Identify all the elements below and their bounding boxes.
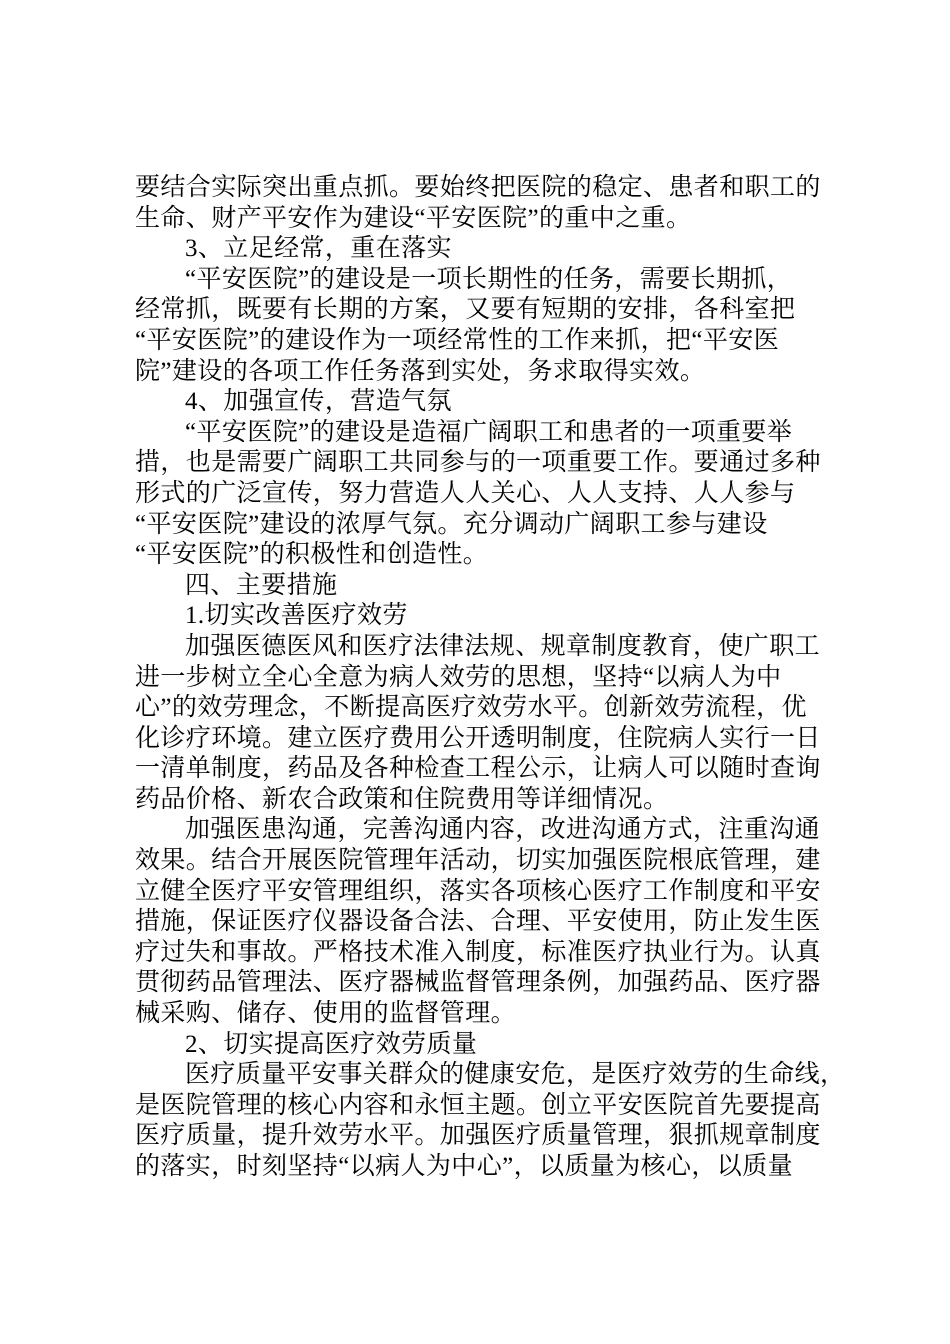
paragraph-first-line: 加强医患沟通，完善沟通内容，改进沟通方式，注重沟通 — [185, 816, 821, 844]
body-line: 生命、财产平安作为建设“平安医院”的重中之重。 — [135, 204, 692, 232]
body-line: 化诊疗环境。建立医疗费用公开透明制度，住院病人实行一日 — [135, 724, 821, 752]
body-line: 要结合实际突出重点抓。要始终把医院的稳定、患者和职工的 — [135, 174, 821, 201]
body-line: 心”的效劳理念，不断提高医疗效劳水平。创新效劳流程，优 — [135, 694, 807, 722]
body-line: 贯彻药品管理法、医疗器械监督管理条例，加强药品、医疗器 — [135, 969, 821, 997]
body-line: 形式的广泛宣传，努力营造人人关心、人人支持、人人参与 — [135, 479, 796, 507]
body-line: 医疗质量，提升效劳水平。加强医疗质量管理，狠抓规章制度 — [135, 1122, 821, 1150]
body-line: 经常抓，既要有长期的方案，又要有短期的安排，各科室把 — [135, 296, 796, 324]
section-heading: 四、主要措施 — [185, 571, 338, 599]
body-line: 措施，保证医疗仪器设备合法、合理、平安使用，防止发生医 — [135, 908, 821, 936]
paragraph-first-line: “平安医院”的建设是造福广阔职工和患者的一项重要举 — [185, 418, 793, 446]
paragraph-first-line: “平安医院”的建设是一项长期性的任务，需要长期抓， — [185, 265, 793, 293]
body-line: 是医院管理的核心内容和永恒主题。创立平安医院首先要提高 — [135, 1091, 821, 1119]
body-line: 院”建设的各项工作任务落到实处，务求取得实效。 — [135, 357, 706, 385]
document-body — [135, 173, 855, 1183]
paragraph-first-line: 加强医德医风和医疗法律法规、规章制度教育，使广职工 — [185, 632, 821, 660]
subsection-heading: 1.切实改善医疗效劳 — [185, 602, 408, 630]
body-line: 械采购、储存、使用的监督管理。 — [135, 1000, 517, 1028]
body-line: “平安医院”的积极性和创造性。 — [135, 541, 489, 569]
subsection-heading: 2、切实提高医疗效劳质量 — [185, 1030, 478, 1058]
body-line: “平安医院”建设的浓厚气氛。充分调动广阔职工参与建设 — [135, 510, 768, 538]
paragraph-first-line: 医疗质量平安事关群众的健康安危，是医疗效劳的生命线， — [185, 1061, 846, 1089]
body-line: “平安医院”的建设作为一项经常性的工作来抓，把“平安医 — [135, 326, 780, 354]
body-line: 立健全医疗平安管理组织，落实各项核心医疗工作制度和平安 — [135, 877, 821, 905]
body-line: 一清单制度，药品及各种检查工程公示，让病人可以随时查询 — [135, 755, 821, 783]
section-heading: 4、加强宣传，营造气氛 — [185, 388, 452, 416]
body-line: 的落实，时刻坚持“以病人为中心”，以质量为核心，以质量 — [135, 1153, 793, 1180]
body-line: 效果。结合开展医院管理年活动，切实加强医院根底管理，建 — [135, 847, 821, 875]
body-line: 进一步树立全心全意为病人效劳的思想，坚持“以病人为中 — [135, 663, 782, 691]
body-line: 药品价格、新农合政策和住院费用等详细情况。 — [135, 785, 669, 813]
body-line: 疗过失和事故。严格技术准入制度，标准医疗执业行为。认真 — [135, 938, 821, 966]
body-line: 措，也是需要广阔职工共同参与的一项重要工作。要通过多种 — [135, 449, 821, 477]
section-heading: 3、立足经常，重在落实 — [185, 235, 452, 263]
